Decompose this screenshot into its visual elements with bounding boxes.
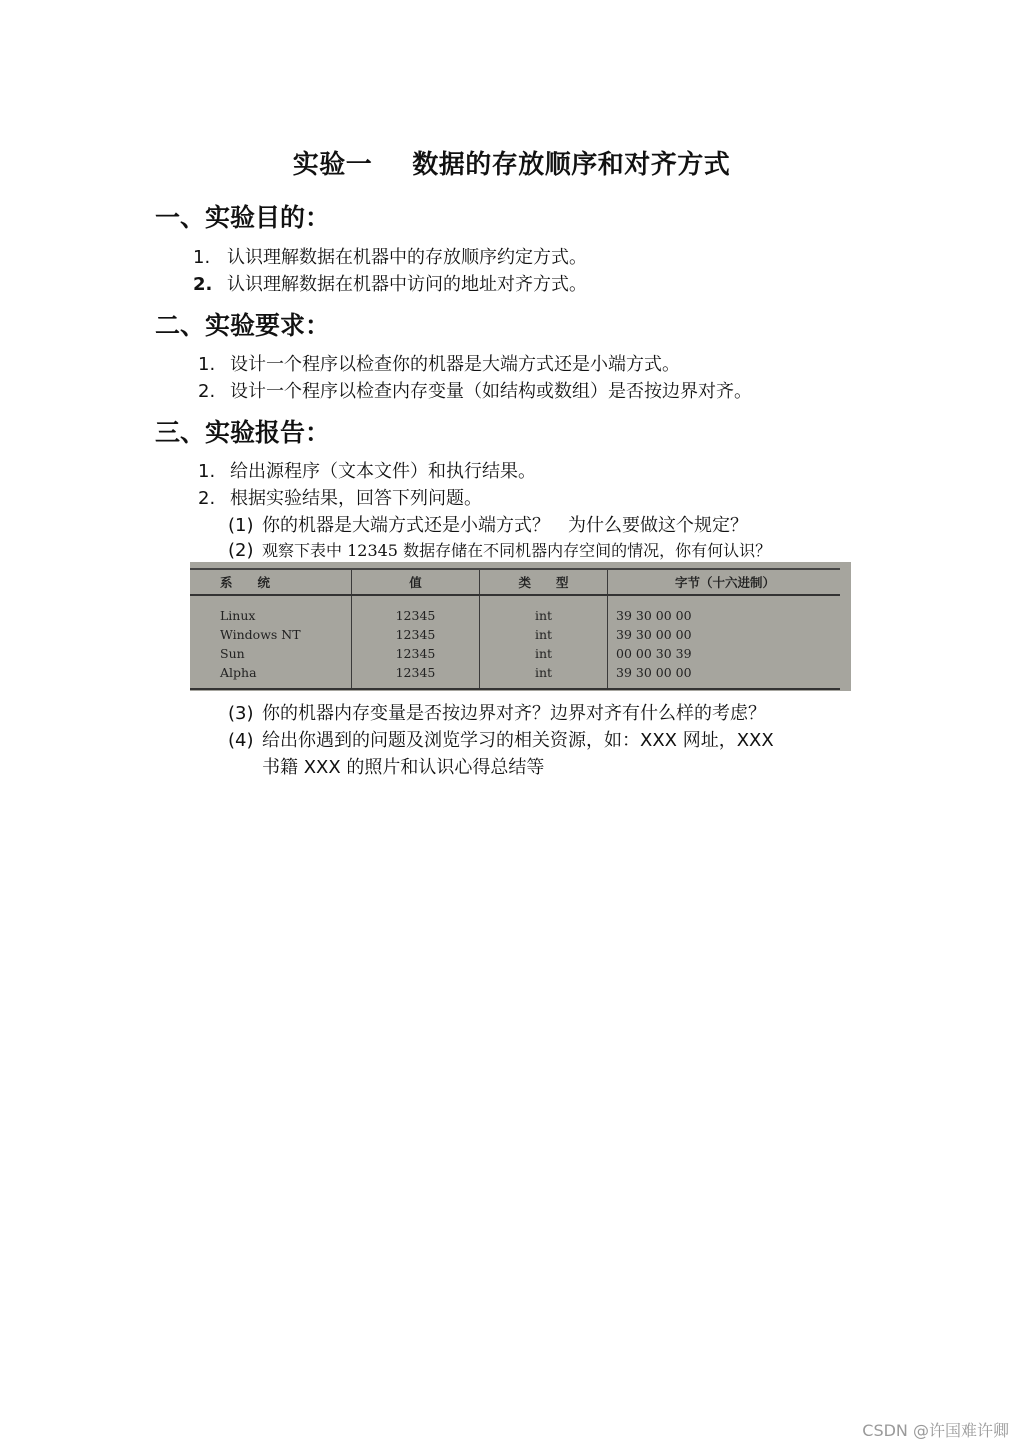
question-number: (2): [228, 540, 254, 561]
table-header-value: 值: [352, 569, 480, 595]
table-cell: int: [480, 644, 608, 663]
table-header-bytes: 字节（十六进制）: [608, 569, 841, 595]
list-number: 2.: [193, 274, 213, 295]
table-header-type: 类 型: [480, 569, 608, 595]
csdn-watermark: CSDN @许国难许卿: [862, 1421, 1009, 1440]
page-title: [0, 144, 1023, 181]
endianness-table-image: [190, 562, 851, 691]
question-text: 观察下表中 12345 数据存储在不同机器内存空间的情况，你有何认识？: [262, 541, 772, 560]
requirements-item-1: [198, 350, 680, 376]
question-number: (1): [228, 515, 254, 536]
list-number: 1.: [198, 354, 216, 375]
table-cell: int: [480, 595, 608, 625]
table-header-row: [190, 569, 840, 595]
endianness-table: [190, 568, 840, 690]
question-text: 给出你遇到的问题及浏览学习的相关资源，如：XXX 网址，XXX: [262, 730, 774, 751]
question-number: (4): [228, 730, 254, 751]
question-4: [228, 726, 774, 752]
question-2: [228, 538, 771, 561]
table-cell: Windows NT: [220, 627, 301, 642]
list-text: 设计一个程序以检查内存变量（如结构或数组）是否按边界对齐。: [230, 381, 752, 402]
list-text: 认识理解数据在机器中访问的地址对齐方式。: [227, 274, 587, 295]
table-cell: 39 30 00 00: [608, 625, 841, 644]
table-row: [190, 663, 840, 689]
list-text: 给出源程序（文本文件）和执行结果。: [230, 461, 536, 482]
report-item-2: [198, 484, 482, 510]
purpose-item-1: [193, 243, 587, 269]
table-cell: 12345: [352, 663, 480, 689]
table-cell: 00 00 30 39: [608, 644, 841, 663]
table-cell: 39 30 00 00: [608, 663, 841, 689]
question-3: [228, 699, 766, 725]
table-cell: int: [480, 625, 608, 644]
report-item-1: [198, 457, 536, 483]
purpose-item-2: [193, 270, 587, 296]
table-cell: Alpha: [190, 663, 352, 689]
question-text: 你的机器内存变量是否按边界对齐？边界对齐有什么样的考虑？: [262, 703, 766, 724]
section-heading-purpose: 一、实验目的：: [155, 203, 331, 232]
table-row: [190, 595, 840, 625]
table-row: [190, 644, 840, 663]
table-cell: 12345: [352, 625, 480, 644]
table-cell: Linux: [220, 608, 256, 623]
table-header-system: 系 统: [190, 569, 352, 595]
list-number: 2.: [198, 381, 216, 402]
question-text: 你的机器是大端方式还是小端方式？ 为什么要做这个规定？: [262, 515, 748, 536]
requirements-item-2: [198, 377, 752, 403]
table-cell: 39 30 00 00: [608, 595, 841, 625]
question-4-continuation: 书籍 XXX 的照片和认识心得总结等: [262, 757, 545, 778]
list-number: 1.: [193, 247, 211, 268]
list-text: 认识理解数据在机器中的存放顺序约定方式。: [227, 247, 587, 268]
question-number: (3): [228, 703, 254, 724]
table-cell: 12345: [352, 595, 480, 625]
list-text: 设计一个程序以检查你的机器是大端方式还是小端方式。: [230, 354, 680, 375]
table-row: [190, 625, 840, 644]
title-experiment-number: 实验一: [292, 150, 373, 180]
table-cell: int: [480, 663, 608, 689]
section-heading-requirements: 二、实验要求：: [155, 311, 331, 340]
section-heading-report: 三、实验报告：: [155, 418, 331, 447]
table-cell: Sun: [220, 646, 245, 661]
table-cell: 12345: [352, 644, 480, 663]
question-1: [228, 511, 748, 537]
list-text: 根据实验结果，回答下列问题。: [230, 488, 482, 509]
list-number: 1.: [198, 461, 216, 482]
list-number: 2.: [198, 488, 216, 509]
title-experiment-name: 数据的存放顺序和对齐方式: [412, 150, 731, 180]
